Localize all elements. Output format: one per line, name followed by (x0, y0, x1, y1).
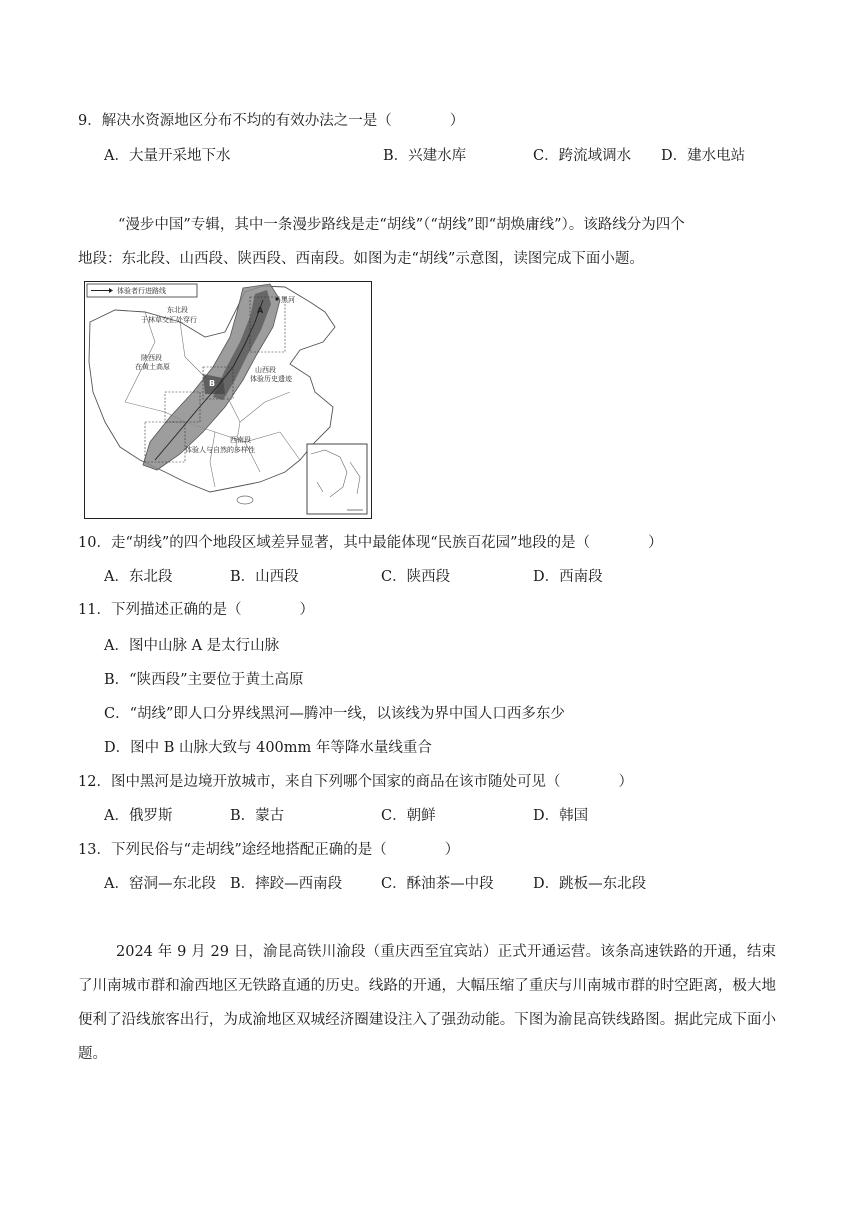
q11-option-c: C．“胡线”即人口分界线黑河—腾冲一线，以该线为界中国人口西多东少 (104, 706, 565, 722)
hu-line-map-svg (85, 282, 370, 517)
label-northeast-sub: 于林草交汇处穿行 (141, 316, 197, 324)
q9-option-b: B．兴建水库 (383, 148, 467, 164)
question-13-stem: 13．下列民俗与“走胡线”途经地搭配正确的是（ ） (78, 842, 460, 858)
label-mountain-b: B (209, 379, 216, 388)
intro1-line2: 地段：东北段、山西段、陕西段、西南段。如图为走“胡线”示意图，读图完成下面小题。 (78, 251, 644, 267)
heihe-city-icon (275, 297, 278, 300)
intro2-text: 2024 年 9 月 29 日，渝昆高铁川渝段（重庆西至宜宾站）正式开通运营。该条高速铁路的开通，结束了川南城市群和渝西地区无铁路直通的历史。线路的开通，大幅压缩了重庆与川南城市群的时空距离，极大地便利了沿线旅客出行，为成渝地区双城经济圈建设注入了强劲动能。下图为渝昆高铁线路图。据此完成下面小题。 (78, 944, 776, 1062)
q13-option-b: B．摔跤—西南段 (230, 876, 343, 892)
intro1-line1: “漫步中国”专辑，其中一条漫步路线是走“胡线”（“胡线”即“胡焕庸线”）。该路线分为四个 (118, 217, 685, 233)
question-9-stem: 9．解决水资源地区分布不均的有效办法之一是（ ） (78, 113, 465, 129)
q11-option-b: B．“陕西段”主要位于黄土高原 (104, 672, 304, 688)
q10-option-c: C．陕西段 (381, 569, 451, 585)
q12-option-c: C．朝鲜 (381, 808, 436, 824)
q11-option-d: D．图中 B 山脉大致与 400mm 年等降水量线重合 (104, 740, 432, 756)
question-11-stem: 11．下列描述正确的是（ ） (78, 602, 314, 618)
label-shanxi-sub: 体验历史遗迹 (250, 375, 292, 383)
label-mountain-a: A (257, 306, 264, 315)
q9-option-c: C．跨流域调水 (533, 148, 632, 164)
map-legend-text: 体验者行进路线 (117, 287, 166, 295)
label-southwest-sub: 体验人与自然的多样性 (185, 446, 255, 454)
q9-option-d: D．建水电站 (661, 148, 746, 164)
q13-option-c: C．酥油茶—中段 (381, 876, 494, 892)
q10-option-b: B．山西段 (230, 569, 299, 585)
q11-option-a: A．图中山脉 A 是太行山脉 (104, 638, 280, 654)
label-shaanxi-sub: 在黄土高原 (135, 363, 170, 371)
q10-option-d: D．西南段 (533, 569, 603, 585)
q12-option-a: A．俄罗斯 (104, 808, 173, 824)
label-shaanxi: 陕西段 (141, 354, 162, 362)
hainan-outline (237, 496, 253, 504)
intro2-paragraph (78, 935, 776, 1071)
question-10-stem: 10．走“胡线”的四个地段区域差异显著，其中最能体现“民族百花园”地段的是（ ） (78, 535, 663, 551)
label-northeast: 东北段 (167, 306, 188, 314)
q12-option-b: B．蒙古 (230, 808, 285, 824)
q9-option-a: A．大量开采地下水 (104, 148, 231, 164)
q13-option-a: A．窑洞—东北段 (104, 876, 216, 892)
hu-line-map (84, 281, 372, 519)
q13-option-d: D．跳板—东北段 (533, 876, 647, 892)
q12-option-d: D．韩国 (533, 808, 589, 824)
label-heihe: 黑河 (281, 296, 295, 304)
label-shanxi: 山西段 (255, 366, 276, 374)
q10-option-a: A．东北段 (104, 569, 173, 585)
question-12-stem: 12．图中黑河是边境开放城市，来自下列哪个国家的商品在该市随处可见（ ） (78, 774, 633, 790)
inset-map-frame (307, 444, 367, 514)
label-southwest: 西南段 (230, 436, 251, 444)
